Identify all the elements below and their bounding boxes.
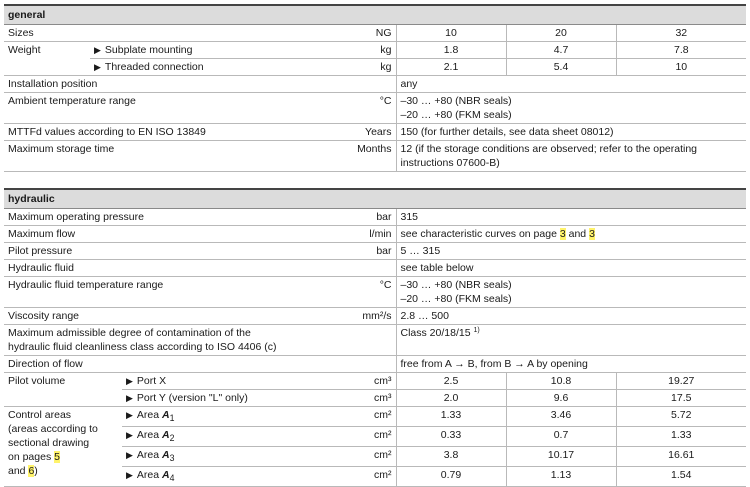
cell-value: 12 (if the storage conditions are observed; refer to the operating instructions 07600-B): [396, 141, 746, 172]
row-label-empty: [4, 59, 90, 76]
sub-label: ▶ Area $A_4$: [122, 467, 340, 487]
cell-value: 10.8: [506, 373, 616, 390]
control-areas-label: Control areas (areas according to sectional drawing on pages 5 and 6): [4, 407, 122, 487]
sub-label: ▶ Port Y (version "L" only): [122, 390, 340, 407]
row-unit: cm²: [340, 467, 396, 487]
cell-value: 2.0: [396, 390, 506, 407]
spec-sheet: [4, 0, 746, 487]
row-pilot-volume-y: [4, 390, 746, 407]
page-link[interactable]: 6: [28, 465, 35, 477]
cell-ng20: 20: [506, 25, 616, 42]
row-label: Maximum flow: [4, 226, 340, 243]
row-unit: NG: [340, 25, 396, 42]
row-max-pressure: [4, 209, 746, 226]
row-storage: [4, 141, 746, 172]
cell-value: Class 20/18/15 $^{1)}$: [396, 325, 746, 356]
cell-value: –30 … +80 (NBR seals) –20 … +80 (FKM seals): [396, 277, 746, 308]
cell-value: 1.33: [616, 427, 746, 447]
cell-value: 9.6: [506, 390, 616, 407]
row-label: Pilot pressure: [4, 243, 340, 260]
cell-value: 5.72: [616, 407, 746, 427]
row-label: Maximum operating pressure: [4, 209, 340, 226]
row-weight-threaded: [4, 59, 746, 76]
sub-label: ▶ Area $A_3$: [122, 447, 340, 467]
page-link[interactable]: 5: [54, 451, 60, 463]
cell-value: any: [396, 76, 746, 93]
general-table: [4, 4, 746, 172]
row-max-flow: [4, 226, 746, 243]
row-label: Pilot volume: [8, 375, 66, 387]
cell-ng32: 32: [616, 25, 746, 42]
sub-label: ▶ Area $A_2$: [122, 427, 340, 447]
triangle-right-icon: ▶: [94, 45, 101, 55]
sub-label: ▶ Port X: [122, 373, 340, 390]
row-direction: [4, 356, 746, 373]
cell-value: see table below: [396, 260, 746, 277]
triangle-right-icon: ▶: [126, 470, 133, 481]
row-label: Hydraulic fluid temperature range: [4, 277, 340, 308]
row-label: Maximum storage time: [4, 141, 340, 172]
triangle-right-icon: ▶: [126, 450, 133, 461]
row-viscosity: [4, 308, 746, 325]
cell-value: 1.13: [506, 467, 616, 487]
row-fluid-temp: [4, 277, 746, 308]
sub-label: ▶ Subplate mounting: [90, 42, 340, 59]
row-label: Weight: [8, 44, 41, 56]
cell-value: see characteristic curves on page 3 and 3: [396, 226, 746, 243]
row-unit: Years: [340, 124, 396, 141]
row-pilot-volume-x: [4, 373, 746, 390]
row-unit: kg: [340, 59, 396, 76]
triangle-right-icon: ▶: [126, 376, 133, 386]
page-link[interactable]: 3: [589, 228, 595, 240]
cell-value: free from A → B, from B → A by opening: [396, 356, 746, 373]
row-pilot-pressure: [4, 243, 746, 260]
cell-value: 7.8: [616, 42, 746, 59]
cell-value: 4.7: [506, 42, 616, 59]
row-label-empty: [4, 390, 122, 407]
row-label: MTTFd values according to EN ISO 13849: [4, 124, 340, 141]
sub-label: ▶ Threaded connection: [90, 59, 340, 76]
cell-value: 5 … 315: [396, 243, 746, 260]
row-label: Viscosity range: [4, 308, 340, 325]
page-link[interactable]: 3: [559, 228, 566, 240]
row-fluid: [4, 260, 746, 277]
row-unit: cm²: [340, 427, 396, 447]
row-label: Installation position: [4, 76, 340, 93]
row-unit: kg: [340, 42, 396, 59]
cell-value: 10.17: [506, 447, 616, 467]
cell-value: 10: [616, 59, 746, 76]
row-installation: [4, 76, 746, 93]
triangle-right-icon: ▶: [126, 430, 133, 441]
cell-value: 0.33: [396, 427, 506, 447]
row-unit: cm²: [340, 407, 396, 427]
triangle-right-icon: ▶: [126, 393, 133, 403]
row-unit: l/min: [340, 226, 396, 243]
hydraulic-header: [4, 189, 746, 209]
row-unit: cm³: [340, 390, 396, 407]
section-title: general: [4, 5, 746, 25]
row-mttfd: [4, 124, 746, 141]
cell-value: 3.8: [396, 447, 506, 467]
footnote-marker: 1): [473, 327, 480, 334]
section-gap: [4, 172, 746, 188]
row-ambient: [4, 93, 746, 124]
cell-value: 0.7: [506, 427, 616, 447]
row-sizes: [4, 25, 746, 42]
cell-value: 1.8: [396, 42, 506, 59]
row-unit: [340, 325, 396, 356]
row-unit: Months: [340, 141, 396, 172]
triangle-right-icon: ▶: [126, 410, 133, 420]
row-unit: mm²/s: [340, 308, 396, 325]
row-unit: °C: [340, 277, 396, 308]
row-unit: cm³: [340, 373, 396, 390]
row-unit: bar: [340, 243, 396, 260]
hydraulic-table: [4, 188, 746, 487]
cell-value: 17.5: [616, 390, 746, 407]
row-unit: cm²: [340, 447, 396, 467]
cell-value: 2.5: [396, 373, 506, 390]
cell-ng10: 10: [396, 25, 506, 42]
sub-label: ▶ Area $A_1$: [122, 407, 340, 427]
section-title: hydraulic: [4, 189, 746, 209]
general-header: [4, 5, 746, 25]
row-label: Hydraulic fluid: [4, 260, 340, 277]
row-label: Sizes: [4, 25, 340, 42]
cell-value: 3.46: [506, 407, 616, 427]
row-unit: °C: [340, 93, 396, 124]
cell-value: 2.8 … 500: [396, 308, 746, 325]
triangle-right-icon: ▶: [94, 62, 101, 72]
cell-value: 0.79: [396, 467, 506, 487]
cell-value: 5.4: [506, 59, 616, 76]
row-contamination: [4, 325, 746, 356]
row-unit: [340, 356, 396, 373]
cell-value: 19.27: [616, 373, 746, 390]
row-weight-subplate: [4, 42, 746, 59]
cell-value: 150 (for further details, see data sheet 08012): [396, 124, 746, 141]
row-label: Maximum admissible degree of contamination of the hydraulic fluid cleanliness class according to ISO 4406 (c): [4, 325, 340, 356]
row-label: Direction of flow: [4, 356, 340, 373]
cell-value: –30 … +80 (NBR seals) –20 … +80 (FKM seals): [396, 93, 746, 124]
row-unit: [340, 76, 396, 93]
cell-value: 16.61: [616, 447, 746, 467]
cell-value: 1.33: [396, 407, 506, 427]
cell-value: 2.1: [396, 59, 506, 76]
row-label: Ambient temperature range: [4, 93, 340, 124]
row-unit: [340, 260, 396, 277]
cell-value: 315: [396, 209, 746, 226]
row-unit: bar: [340, 209, 396, 226]
cell-value: 1.54: [616, 467, 746, 487]
row-area-a1: [4, 407, 746, 427]
